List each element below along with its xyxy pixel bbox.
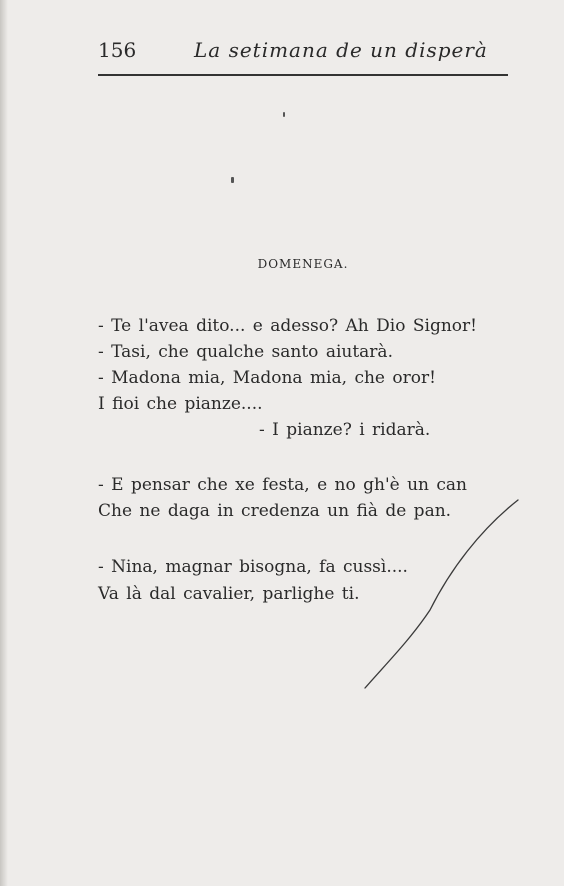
verse-line: - Te l'avea dito... e adesso? Ah Dio Signor! [98,316,477,336]
verse-line: Che ne daga in credenza un fià de pan. [98,501,452,521]
running-title: La setimana de un disperà [194,38,488,62]
verse-line: - Madona mia, Madona mia, che oror! [98,368,436,388]
verse-line: - Tasi, che qualche santo aiutarà. [98,342,393,362]
verse-line: - I pianze? i ridarà. [259,420,431,440]
verse-line: I fioi che pianze.... [98,394,263,414]
page-number: 156 [98,38,137,62]
section-title: DOMENEGA. [257,257,349,271]
verse-line: - Nina, magnar bisogna, fa cussì.... [98,557,408,577]
verse-line: - E pensar che xe festa, e no gh'è un can [98,475,468,495]
verse-line: Va là dal cavalier, parlighe ti. [98,584,360,604]
